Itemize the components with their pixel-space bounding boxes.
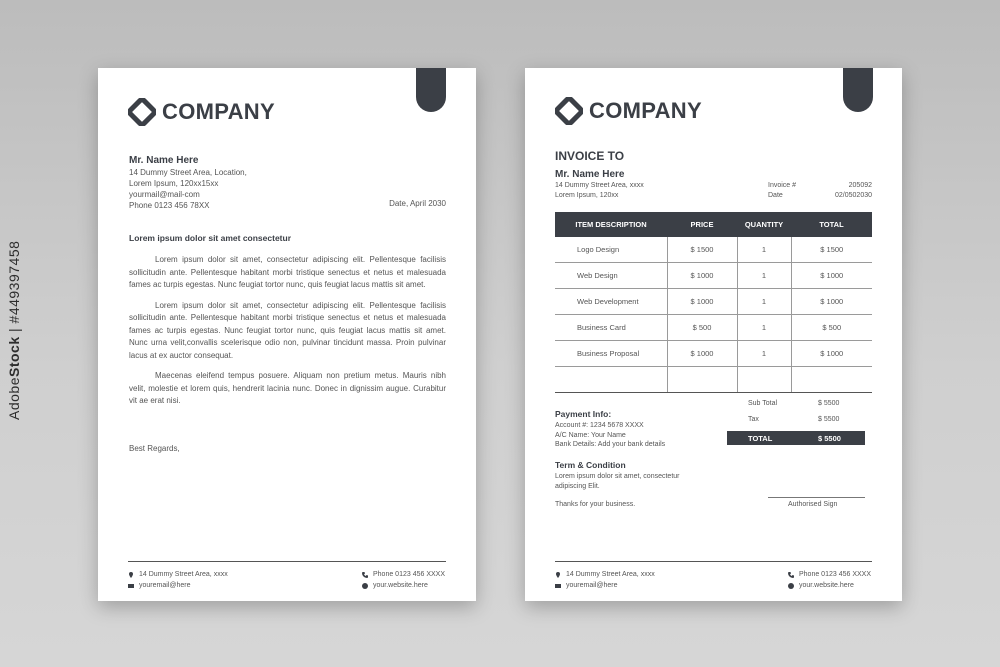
table-row	[555, 315, 872, 341]
payment-line: Bank Details: Add your bank details	[555, 441, 666, 448]
item-quantity	[737, 367, 791, 393]
client-name: Mr. Name Here	[555, 169, 625, 180]
location-pin-icon	[555, 572, 561, 578]
company-logo	[128, 98, 275, 126]
item-description: Web Design	[555, 263, 667, 289]
letter-body	[129, 254, 446, 408]
item-price: $ 1000	[667, 263, 737, 289]
footer-email	[555, 582, 617, 589]
invoice-page	[525, 68, 902, 601]
footer-address	[555, 571, 655, 578]
invoice-number-label: Invoice #	[768, 182, 797, 189]
footer-address	[128, 571, 228, 578]
payment-heading: Payment Info:	[555, 409, 612, 419]
item-price: $ 1000	[667, 289, 737, 315]
client-address	[555, 181, 644, 200]
column-header: PRICE	[667, 212, 737, 237]
diamond-logo-icon	[128, 98, 156, 126]
total-label: TOTAL	[748, 434, 773, 443]
column-header: ITEM DESCRIPTION	[555, 212, 667, 237]
item-quantity: 1	[737, 237, 791, 263]
bookmark-tab	[416, 68, 446, 112]
footer-website	[788, 582, 854, 589]
tax-value: $ 5500	[818, 416, 840, 423]
globe-icon	[788, 583, 794, 589]
payment-line: Account #: 1234 5678 XXXX	[555, 422, 644, 429]
table-row	[555, 341, 872, 367]
address-line: yourmail@mail-com	[129, 190, 200, 199]
letter-subject: Lorem ipsum dolor sit amet consectetur	[129, 233, 292, 243]
footer-address-text: 14 Dummy Street Area, xxxx	[566, 571, 655, 578]
terms-line: adipiscing Elit.	[555, 482, 600, 490]
bookmark-tab	[843, 68, 873, 112]
item-total: $ 1000	[791, 263, 872, 289]
item-total: $ 1000	[791, 341, 872, 367]
item-quantity: 1	[737, 289, 791, 315]
thanks-note: Thanks for your business.	[555, 501, 636, 508]
item-description: Business Card	[555, 315, 667, 341]
footer-phone	[362, 571, 445, 578]
letter-date: Date, April 2030	[389, 199, 446, 208]
footer-phone-text: Phone 0123 456 XXXX	[799, 571, 872, 578]
footer-website	[362, 582, 428, 589]
body-paragraph: Maecenas eleifend tempus posuere. Aliquam non pretium metus. Mauris nibh velit, molestie et lorem quis, hendrerit lacinia nunc. Donec in dignissim augue. Curabitur vit ae erat nisi.	[129, 371, 446, 405]
invoice-heading: INVOICE TO	[555, 149, 625, 163]
footer-email-text: youremail@here	[566, 582, 618, 589]
signature-line	[768, 497, 865, 498]
footer-email-text: youremail@here	[139, 582, 191, 589]
tax-label: Tax	[748, 416, 759, 423]
diamond-logo-icon	[555, 97, 583, 125]
subtotal-value: $ 5500	[818, 400, 840, 407]
terms-text	[555, 472, 680, 491]
item-description: Business Proposal	[555, 341, 667, 367]
table-row	[555, 237, 872, 263]
recipient-address	[129, 167, 247, 211]
item-description: Web Development	[555, 289, 667, 315]
credit-stock: Stock	[6, 336, 22, 378]
recipient-name: Mr. Name Here	[129, 155, 199, 166]
address-line: 14 Dummy Street Area, xxxx	[555, 182, 644, 189]
credit-brand: Adobe	[6, 377, 22, 420]
envelope-icon	[555, 583, 561, 589]
payment-info	[555, 421, 665, 450]
table-row	[555, 289, 872, 315]
total-value: $ 5500	[818, 434, 841, 443]
address-line: Lorem Ipsum, 120xx	[555, 191, 619, 199]
item-description	[555, 367, 667, 393]
terms-line: Lorem ipsum dolor sit amet, consectetur	[555, 473, 680, 480]
envelope-icon	[128, 583, 134, 589]
footer-divider	[128, 561, 446, 562]
credit-id: #449397458	[6, 240, 22, 324]
closing: Best Regards,	[129, 444, 180, 453]
company-name: COMPANY	[589, 98, 702, 123]
address-line: Lorem Ipsum, 120xx15xx	[129, 179, 219, 188]
subtotal-label: Sub Total	[748, 400, 778, 407]
item-price: $ 1500	[667, 237, 737, 263]
table-row	[555, 367, 872, 393]
phone-icon	[362, 572, 368, 578]
date-label: Date	[768, 191, 783, 199]
table-row	[555, 263, 872, 289]
item-quantity: 1	[737, 263, 791, 289]
credit-separator: |	[6, 327, 22, 332]
company-logo	[555, 97, 702, 125]
invoice-items-table	[555, 212, 872, 393]
terms-heading: Term & Condition	[555, 460, 626, 470]
company-name: COMPANY	[162, 99, 275, 124]
item-total: $ 500	[791, 315, 872, 341]
stock-credit	[6, 241, 22, 420]
table-header-row	[555, 212, 872, 237]
column-header: TOTAL	[791, 212, 872, 237]
address-line: 14 Dummy Street Area, Location,	[129, 168, 247, 177]
footer-phone	[788, 571, 871, 578]
invoice-meta-labels	[768, 181, 796, 200]
footer-email	[128, 582, 190, 589]
item-total: $ 1000	[791, 289, 872, 315]
footer-website-text: your.website.here	[373, 582, 428, 589]
invoice-meta-values	[835, 181, 872, 200]
footer-website-text: your.website.here	[799, 582, 854, 589]
invoice-date: 02/0502030	[835, 191, 872, 199]
body-paragraph: Lorem ipsum dolor sit amet, consectetur adipiscing elit. Pellentesque facilisis sollicitudin ante. Pellentesque habitant morbi tristique senectus et netus et malesuada fames ac turpis egestas. Nunc feugiat tortor nunc, quis feugiat lacus mattis sit amet. Nunc urna velit,convallis scelerisque odio non, pulvinar tincidunt massa. Proin pulvinar lacus at ex auctor consequat.	[129, 300, 446, 360]
item-total	[791, 367, 872, 393]
item-quantity: 1	[737, 341, 791, 367]
payment-line: A/C Name: Your Name	[555, 431, 626, 439]
address-line: Phone 0123 456 78XX	[129, 201, 210, 210]
item-price: $ 1000	[667, 341, 737, 367]
phone-icon	[788, 572, 794, 578]
letterhead-page	[98, 68, 476, 601]
location-pin-icon	[128, 572, 134, 578]
column-header: QUANTITY	[737, 212, 791, 237]
item-price: $ 500	[667, 315, 737, 341]
signature-label: Authorised Sign	[788, 501, 838, 508]
footer-phone-text: Phone 0123 456 XXXX	[373, 571, 446, 578]
body-paragraph: Lorem ipsum dolor sit amet, consectetur adipiscing elit. Pellentesque facilisis sollicitudin ante. Pellentesque habitant morbi tristique senectus et netus et malesuada fames ac turpis egestas. Nunc feugiat tortor nunc, quis feugiat lacus mattis sit amet.	[129, 255, 446, 289]
footer-divider	[555, 561, 872, 562]
total-bar	[727, 431, 865, 445]
item-price	[667, 367, 737, 393]
item-quantity: 1	[737, 315, 791, 341]
footer-address-text: 14 Dummy Street Area, xxxx	[139, 571, 228, 578]
globe-icon	[362, 583, 368, 589]
item-total: $ 1500	[791, 237, 872, 263]
item-description: Logo Design	[555, 237, 667, 263]
invoice-number: 205092	[848, 182, 872, 189]
